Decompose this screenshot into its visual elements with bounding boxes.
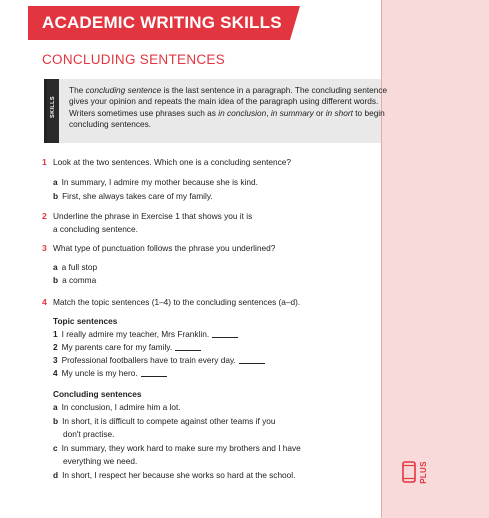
exercise-1-number: 1 bbox=[42, 157, 47, 167]
exercise-2-number: 2 bbox=[42, 211, 47, 221]
item-number: 1 bbox=[53, 329, 58, 339]
topic-sentence-2 bbox=[53, 342, 201, 353]
concluding-sentence-b-cont: don't practise. bbox=[63, 429, 115, 439]
exercise-3-option-a[interactable] bbox=[53, 262, 97, 273]
header-title: ACADEMIC WRITING SKILLS bbox=[42, 13, 282, 32]
answer-blank[interactable] bbox=[212, 337, 238, 338]
option-text: a full stop bbox=[61, 262, 98, 272]
item-letter: b bbox=[53, 416, 59, 426]
exercise-1-text: Look at the two sentences. Which one is a concluding sentence? bbox=[53, 157, 291, 167]
skills-tab-label: SKILLS bbox=[50, 96, 56, 118]
item-text: My uncle is my hero. bbox=[61, 368, 138, 378]
topic-sentence-3 bbox=[53, 355, 265, 366]
item-text: I really admire my teacher, Mrs Franklin. bbox=[61, 329, 210, 339]
item-letter: d bbox=[53, 470, 59, 480]
topic-sentence-4 bbox=[53, 368, 167, 379]
skills-box bbox=[44, 79, 388, 143]
option-letter: a bbox=[53, 177, 58, 187]
plus-label: PLUS bbox=[418, 461, 428, 484]
option-letter: a bbox=[53, 262, 58, 272]
skills-text-term: in conclusion bbox=[218, 107, 267, 118]
skills-text-term: in summary bbox=[270, 107, 314, 118]
option-letter: b bbox=[53, 275, 59, 285]
topic-sentence-1 bbox=[53, 329, 238, 340]
exercise-4-number: 4 bbox=[42, 297, 47, 307]
item-text: In short, I respect her because she works so hard at the school. bbox=[62, 470, 296, 480]
exercise-3-number: 3 bbox=[42, 243, 47, 253]
header-banner bbox=[28, 6, 300, 40]
item-text: In conclusion, I admire him a lot. bbox=[61, 402, 181, 412]
item-number: 4 bbox=[53, 368, 58, 378]
option-text: First, she always takes care of my family. bbox=[62, 191, 213, 201]
exercise-2-text-line2: a concluding sentence. bbox=[53, 224, 138, 234]
option-text: In summary, I admire my mother because she is kind. bbox=[61, 177, 258, 187]
answer-blank[interactable] bbox=[175, 350, 201, 351]
exercise-3-option-b[interactable] bbox=[53, 275, 96, 286]
item-text: In short, it is difficult to compete against other teams if you bbox=[62, 416, 276, 426]
exercise-1-option-a[interactable] bbox=[53, 177, 258, 188]
concluding-sentences-heading: Concluding sentences bbox=[53, 389, 142, 399]
skills-text-part: to begin concluding sentences. bbox=[69, 107, 385, 130]
answer-blank[interactable] bbox=[239, 363, 265, 364]
option-letter: b bbox=[53, 191, 59, 201]
item-number: 2 bbox=[53, 342, 58, 352]
skills-text-part: The bbox=[69, 85, 86, 95]
item-letter: c bbox=[53, 443, 58, 453]
phone-icon bbox=[402, 461, 416, 483]
item-letter: a bbox=[53, 402, 58, 412]
skills-tab bbox=[47, 79, 59, 143]
skills-text-part: , bbox=[266, 107, 271, 118]
skills-text-term: in short bbox=[325, 107, 353, 118]
item-text: Professional footballers have to train every day. bbox=[61, 355, 236, 365]
exercise-2-text-line1: Underline the phrase in Exercise 1 that shows you it is bbox=[53, 211, 253, 221]
answer-blank[interactable] bbox=[141, 376, 167, 377]
concluding-sentence-a bbox=[53, 402, 181, 413]
topic-sentences-heading: Topic sentences bbox=[53, 316, 118, 326]
exercise-4-text: Match the topic sentences (1–4) to the concluding sentences (a–d). bbox=[53, 297, 301, 307]
skills-text-part: is the last sentence in a paragraph. The concluding sentence gives your opinion and repeats the main idea of the paragraph using different words. Writers sometimes use phrases such as bbox=[69, 85, 388, 118]
plus-badge[interactable] bbox=[402, 452, 428, 492]
exercise-3-text: What type of punctuation follows the phrase you underlined? bbox=[53, 243, 276, 253]
concluding-sentence-c-cont: everything we need. bbox=[63, 456, 138, 466]
plus-sidebar bbox=[381, 0, 489, 518]
concluding-sentence-d bbox=[53, 470, 295, 481]
skills-text-part: or bbox=[313, 107, 326, 118]
skills-text bbox=[69, 85, 399, 131]
item-text: In summary, they work hard to make sure my brothers and I have bbox=[61, 443, 301, 453]
option-text: a comma bbox=[62, 275, 97, 285]
skills-text-term: concluding sentence bbox=[85, 85, 162, 95]
exercise-1-option-b[interactable] bbox=[53, 191, 213, 202]
item-text: My parents care for my family. bbox=[61, 342, 173, 352]
section-title: CONCLUDING SENTENCES bbox=[42, 52, 226, 67]
sidebar-edge bbox=[381, 0, 382, 518]
concluding-sentence-b bbox=[53, 416, 275, 427]
concluding-sentence-c bbox=[53, 443, 301, 454]
item-number: 3 bbox=[53, 355, 58, 365]
